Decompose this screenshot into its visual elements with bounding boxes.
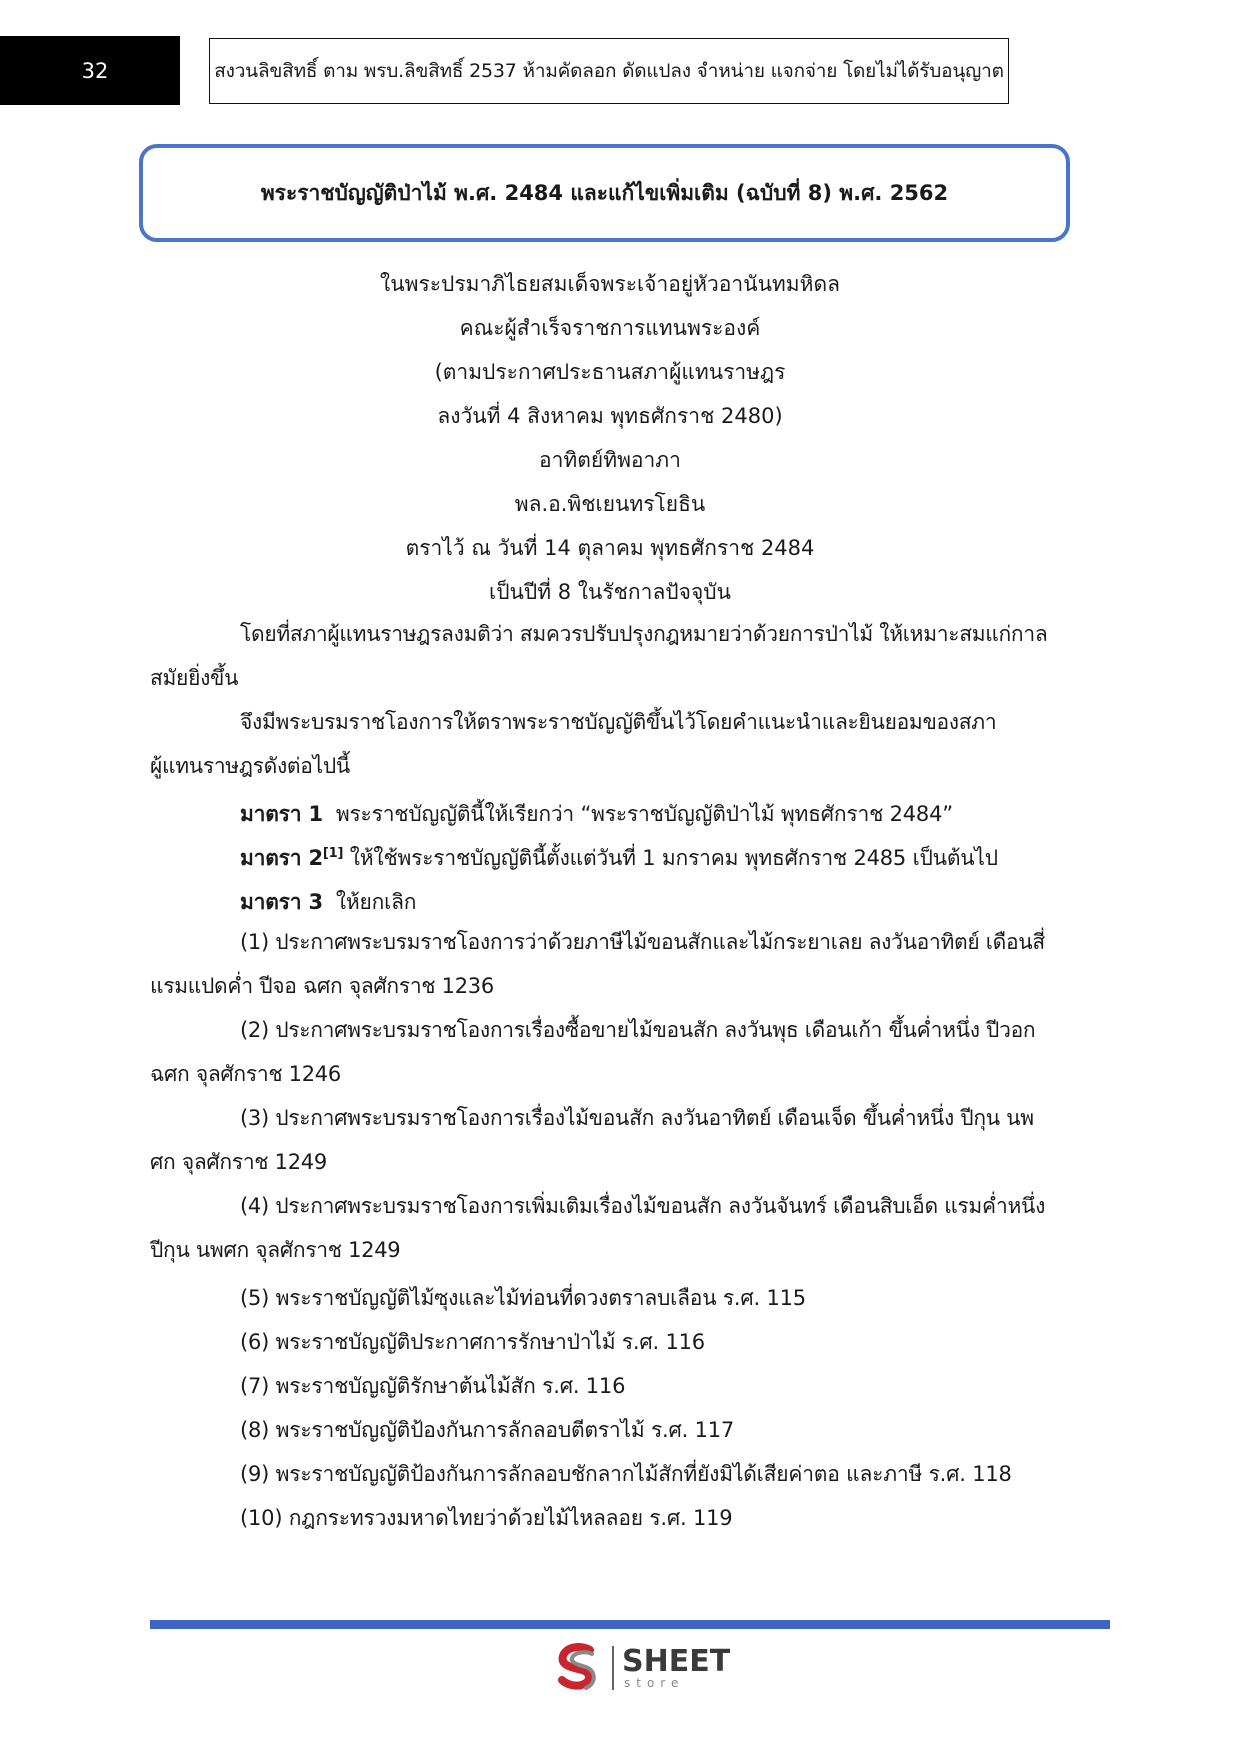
repeal-item: (5) พระราชบัญญัติไม้ซุงและไม้ท่อนที่ดวงตราลบเลือน ร.ศ. 115 <box>240 1286 806 1310</box>
repeal-item <box>150 1008 1060 1096</box>
section-2 <box>240 842 1070 875</box>
section-label: มาตรา 2 <box>240 846 323 870</box>
section-text: ให้ยกเลิก <box>335 890 417 914</box>
preamble-line: คณะผู้สำเร็จราชการแทนพระองค์ <box>459 316 761 340</box>
brand-logo <box>552 1640 732 1696</box>
footnote-ref[interactable]: [1] <box>322 846 344 861</box>
repeal-item: (7) พระราชบัญญัติรักษาต้นไม้สัก ร.ศ. 116 <box>240 1374 626 1398</box>
page-number: 32 <box>81 58 109 83</box>
sheet-logo-icon <box>552 1642 604 1694</box>
document-title: พระราชบัญญัติป่าไม้ พ.ศ. 2484 และแก้ไขเพิ่มเติม (ฉบับที่ 8) พ.ศ. 2562 <box>139 144 1070 242</box>
repeal-item <box>150 1184 1060 1272</box>
repeal-item-line: (4) ประกาศพระบรมราชโองการเพิ่มเติมเรื่องไม้ขอนสัก ลงวันจันทร์ เดือนสิบเอ็ด แรมค่ำหนึ่ง <box>240 1194 1046 1218</box>
footer-divider <box>150 1620 1110 1629</box>
paragraph-line: จึงมีพระบรมราชโองการให้ตราพระราชบัญญัติขึ้นไว้โดยคำแนะนำและยินยอมของสภา <box>240 710 997 734</box>
paragraph-line: สมัยยิ่งขึ้น <box>150 666 239 690</box>
paragraph-line: โดยที่สภาผู้แทนราษฎรลงมติว่า สมควรปรับปรุงกฎหมายว่าด้วยการป่าไม้ ให้เหมาะสมแก่กาล <box>240 622 1048 646</box>
repeal-item: (10) กฎกระทรวงมหาดไทยว่าด้วยไม้ไหลลอย ร.ศ. 119 <box>240 1506 733 1530</box>
repeal-item-line: (1) ประกาศพระบรมราชโองการว่าด้วยภาษีไม้ขอนสักและไม้กระยาเลย ลงวันอาทิตย์ เดือนสี่ <box>240 930 1045 954</box>
paragraph-line: ผู้แทนราษฎรดังต่อไปนี้ <box>150 754 350 778</box>
repeal-item-line: (3) ประกาศพระบรมราชโองการเรื่องไม้ขอนสัก ลงวันอาทิตย์ เดือนเจ็ด ขึ้นค่ำหนึ่ง ปีกุน นพ <box>240 1106 1034 1130</box>
paragraph <box>150 612 1060 700</box>
section-1 <box>240 798 1070 831</box>
preamble-line: เป็นปีที่ 8 ในรัชกาลปัจจุบัน <box>489 580 731 604</box>
logo-subtitle: store <box>624 1676 685 1690</box>
repeal-item: (8) พระราชบัญญัติป้องกันการลักลอบตีตราไม้ ร.ศ. 117 <box>240 1418 735 1442</box>
copyright-notice: สงวนลิขสิทธิ์ ตาม พรบ.ลิขสิทธิ์ 2537 ห้ามคัดลอก ดัดแปลง จำหน่าย แจกจ่าย โดยไม่ได้รับอนุญาต <box>209 38 1009 104</box>
repeal-item-line: ปีกุน นพศก จุลศักราช 1249 <box>150 1238 401 1262</box>
logo-text <box>622 1644 731 1690</box>
logo-wordmark: SHEET <box>622 1644 731 1679</box>
section-text: ให้ใช้พระราชบัญญัตินี้ตั้งแต่วันที่ 1 มกราคม พุทธศักราช 2485 เป็นต้นไป <box>349 846 998 870</box>
repeal-item <box>150 920 1060 1008</box>
page-number-block <box>0 36 180 105</box>
preamble-line: อาทิตย์ทิพอาภา <box>539 448 681 472</box>
repeal-item-line: ฉศก จุลศักราช 1246 <box>150 1062 341 1086</box>
section-label: มาตรา 3 <box>240 890 323 914</box>
preamble-line: ในพระปรมาภิไธยสมเด็จพระเจ้าอยู่หัวอานันทมหิดล <box>380 272 840 296</box>
preamble-line: ตราไว้ ณ วันที่ 14 ตุลาคม พุทธศักราช 2484 <box>405 536 815 560</box>
section-3 <box>240 886 1070 919</box>
paragraph <box>150 700 1060 788</box>
preamble-line: (ตามประกาศประธานสภาผู้แทนราษฎร <box>434 360 786 384</box>
repeal-item: (6) พระราชบัญญัติประกาศการรักษาป่าไม้ ร.ศ. 116 <box>240 1330 705 1354</box>
repeal-item-line: แรมแปดค่ำ ปีจอ ฉศก จุลศักราช 1236 <box>150 974 494 998</box>
preamble-line: พล.อ.พิชเยนทรโยธิน <box>514 492 706 516</box>
section-text: พระราชบัญญัตินี้ให้เรียกว่า “พระราชบัญญัติป่าไม้ พุทธศักราช 2484” <box>335 802 953 826</box>
repeal-item <box>150 1096 1060 1184</box>
logo-separator <box>612 1646 614 1690</box>
preamble-line: ลงวันที่ 4 สิงหาคม พุทธศักราช 2480) <box>437 404 783 428</box>
section-label: มาตรา 1 <box>240 802 323 826</box>
repeal-item-line: (2) ประกาศพระบรมราชโองการเรื่องซื้อขายไม้ขอนสัก ลงวันพุธ เดือนเก้า ขึ้นค่ำหนึ่ง ปีวอก <box>240 1018 1036 1042</box>
repeal-item: (9) พระราชบัญญัติป้องกันการลักลอบชักลากไม้สักที่ยังมิได้เสียค่าตอ และภาษี ร.ศ. 118 <box>240 1462 1012 1486</box>
repeal-item-line: ศก จุลศักราช 1249 <box>150 1150 327 1174</box>
